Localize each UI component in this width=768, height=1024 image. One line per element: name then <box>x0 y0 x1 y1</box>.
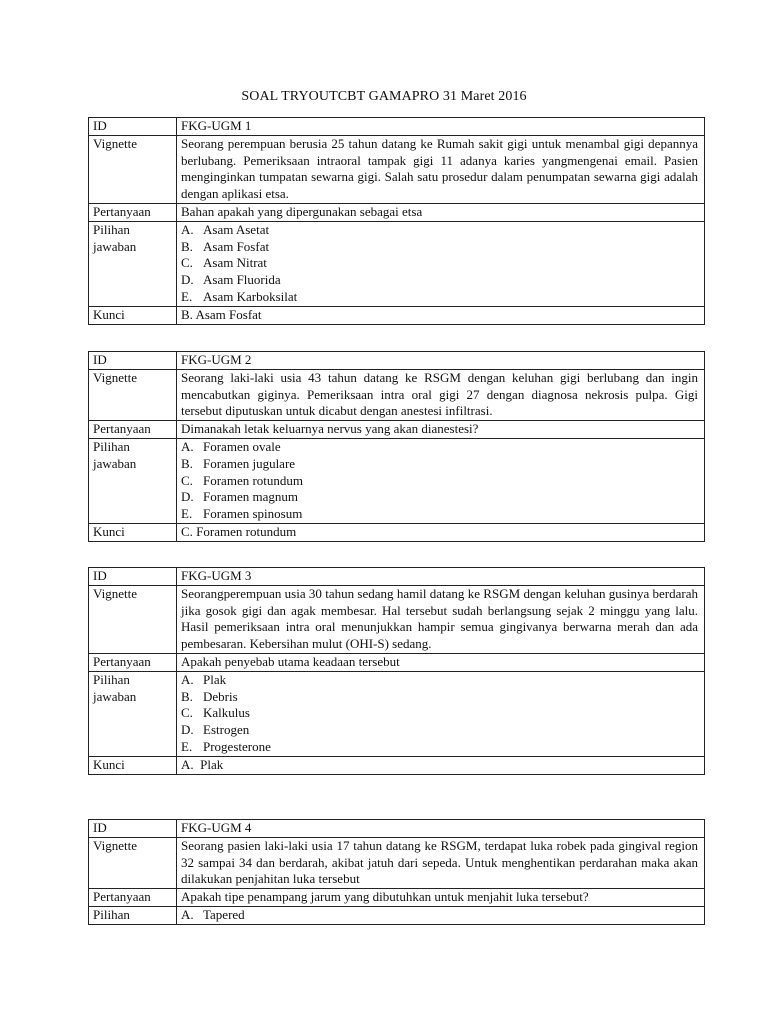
option-item <box>181 506 698 523</box>
vignette-label: Vignette <box>89 837 177 888</box>
question-table <box>88 819 705 925</box>
option-letter: D. <box>181 722 194 738</box>
vignette-text: Seorangperempuan usia 30 tahun sedang hamil datang ke RSGM dengan keluhan gusinya berdarah jika gosok gigi dan agak membesar. Hal tersebut sudah berlangsung sejak 2 minggu yang lalu. Hasil pemeriksaan intra oral menunjukkan hampir semua gingivanya berwarna merah dan ada pembesaran. Kebersihan mulut (OHI-S) sedang. <box>177 585 705 653</box>
pertanyaan-row <box>89 203 705 221</box>
option-letter: A. <box>181 671 194 687</box>
vignette-row <box>89 837 705 888</box>
pertanyaan-label: Pertanyaan <box>89 203 177 221</box>
kunci-text: B. Asam Fosfat <box>177 306 705 324</box>
option-item <box>181 473 698 490</box>
options-list <box>177 221 705 306</box>
id-label: ID <box>89 352 177 370</box>
option-letter: E. <box>181 506 193 522</box>
pertanyaan-label: Pertanyaan <box>89 653 177 671</box>
option-letter: A. <box>181 438 194 454</box>
option-item <box>181 689 698 706</box>
vignette-row <box>89 135 705 203</box>
options-list <box>177 671 705 756</box>
option-text: Asam Karboksilat <box>203 288 298 304</box>
option-item <box>181 222 698 239</box>
vignette-text: Seorang perempuan berusia 25 tahun datang ke Rumah sakit gigi untuk menambal gigi depannya berlubang. Pemeriksaan intraoral tampak gigi 11 adanya karies yangmengenai email. Pasien menginginkan tumpatan sewarna gigi. Salah satu prosedur dalam penumpatan sewarna gigi adalah dengan aplikasi etsa. <box>177 135 705 203</box>
option-letter: B. <box>181 238 193 254</box>
kunci-row <box>89 756 705 774</box>
option-text: Kalkulus <box>203 705 250 721</box>
option-letter: B. <box>181 455 193 471</box>
id-row <box>89 820 705 838</box>
question-table <box>88 117 705 325</box>
question-table <box>88 567 705 775</box>
pertanyaan-row <box>89 653 705 671</box>
option-letter: A. <box>181 221 194 237</box>
kunci-row <box>89 523 705 541</box>
question-id: FKG-UGM 2 <box>177 352 705 370</box>
option-item <box>181 489 698 506</box>
option-text: Debris <box>203 688 238 704</box>
option-item <box>181 255 698 272</box>
pertanyaan-row <box>89 421 705 439</box>
kunci-label: Kunci <box>89 523 177 541</box>
option-letter: D. <box>181 272 194 288</box>
vignette-label: Vignette <box>89 369 177 420</box>
vignette-label: Vignette <box>89 135 177 203</box>
option-item <box>181 439 698 456</box>
pilihan-row <box>89 438 705 523</box>
question-id: FKG-UGM 4 <box>177 820 705 838</box>
vignette-text: Seorang pasien laki-laki usia 17 tahun datang ke RSGM, terdapat luka robek pada gingival region 32 sampai 34 dan berdarah, akibat jatuh dari sepeda. Untuk menghentikan perdarahan maka akan dilakukan penjahitan luka tersebut <box>177 837 705 888</box>
option-letter: D. <box>181 489 194 505</box>
id-row <box>89 118 705 136</box>
pertanyaan-text: Bahan apakah yang dipergunakan sebagai etsa <box>177 203 705 221</box>
question-table <box>88 351 705 542</box>
pertanyaan-row <box>89 889 705 907</box>
option-letter: E. <box>181 738 193 754</box>
option-item <box>181 672 698 689</box>
pertanyaan-text: Apakah penyebab utama keadaan tersebut <box>177 653 705 671</box>
pertanyaan-text: Dimanakah letak keluarnya nervus yang akan dianestesi? <box>177 421 705 439</box>
option-text: Asam Nitrat <box>203 255 267 271</box>
option-text: Progesterone <box>203 738 271 754</box>
vignette-text: Seorang laki-laki usia 43 tahun datang ke RSGM dengan keluhan gigi berlubang dan ingin mencabutkan giginya. Pemeriksaan intra oral gigi 27 dengan diagnosa nekrosis pulpa. Gigi tersebut diputuskan untuk dicabut dengan anestesi infiltrasi. <box>177 369 705 420</box>
pilihan-label: Pilihan jawaban <box>89 221 177 306</box>
options-list <box>177 438 705 523</box>
pilihan-row <box>89 906 705 924</box>
id-label: ID <box>89 820 177 838</box>
option-text: Asam Fluorida <box>203 272 281 288</box>
option-item <box>181 705 698 722</box>
pilihan-label: Pilihan jawaban <box>89 671 177 756</box>
kunci-label: Kunci <box>89 306 177 324</box>
option-item <box>181 907 698 924</box>
id-row <box>89 352 705 370</box>
option-text: Foramen ovale <box>203 438 281 454</box>
option-item <box>181 289 698 306</box>
pilihan-label: Pilihan <box>89 906 177 924</box>
question-id: FKG-UGM 1 <box>177 118 705 136</box>
option-text: Plak <box>203 671 227 687</box>
option-text: Asam Fosfat <box>203 238 270 254</box>
option-item <box>181 739 698 756</box>
vignette-row <box>89 585 705 653</box>
id-label: ID <box>89 118 177 136</box>
pilihan-row <box>89 671 705 756</box>
option-item <box>181 456 698 473</box>
option-text: Tapered <box>203 906 245 922</box>
page-title: SOAL TRYOUTCBT GAMAPRO 31 Maret 2016 <box>241 89 527 104</box>
option-letter: C. <box>181 472 193 488</box>
option-item <box>181 272 698 289</box>
kunci-text: C. Foramen rotundum <box>177 523 705 541</box>
option-letter: C. <box>181 255 193 271</box>
option-letter: B. <box>181 688 193 704</box>
option-text: Foramen jugulare <box>203 455 296 471</box>
option-text: Estrogen <box>203 722 250 738</box>
vignette-row <box>89 369 705 420</box>
id-label: ID <box>89 568 177 586</box>
pertanyaan-text: Apakah tipe penampang jarum yang dibutuhkan untuk menjahit luka tersebut? <box>177 889 705 907</box>
pilihan-row <box>89 221 705 306</box>
pertanyaan-label: Pertanyaan <box>89 889 177 907</box>
option-text: Foramen magnum <box>203 489 298 505</box>
pilihan-label: Pilihan jawaban <box>89 438 177 523</box>
id-row <box>89 568 705 586</box>
kunci-label: Kunci <box>89 756 177 774</box>
question-id: FKG-UGM 3 <box>177 568 705 586</box>
option-text: Foramen spinosum <box>203 506 303 522</box>
option-text: Asam Asetat <box>203 221 270 237</box>
option-text: Foramen rotundum <box>203 472 304 488</box>
vignette-label: Vignette <box>89 585 177 653</box>
pertanyaan-label: Pertanyaan <box>89 421 177 439</box>
option-item <box>181 722 698 739</box>
kunci-row <box>89 306 705 324</box>
kunci-text: A. Plak <box>177 756 705 774</box>
option-letter: C. <box>181 705 193 721</box>
options-list <box>177 906 705 924</box>
option-letter: A. <box>181 906 194 922</box>
option-item <box>181 239 698 256</box>
option-letter: E. <box>181 288 193 304</box>
